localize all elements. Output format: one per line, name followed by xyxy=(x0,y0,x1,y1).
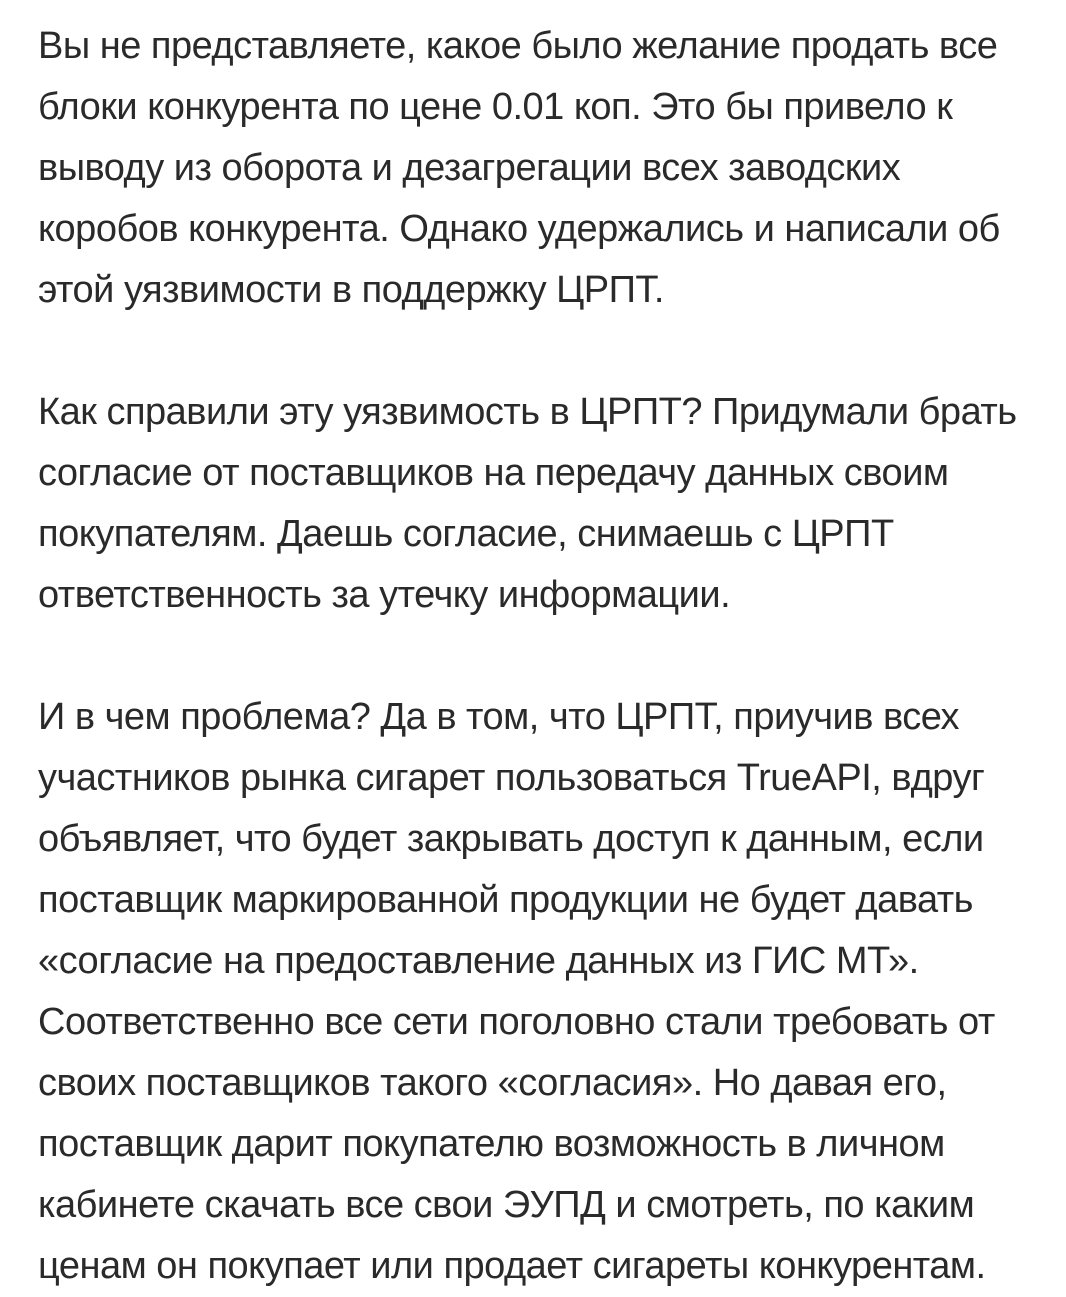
text-line: коробов конкурента. Однако удержались и написали об xyxy=(38,208,1000,250)
text-line: Как справили эту уязвимость в ЦРПТ? Придумали брать xyxy=(38,391,1017,433)
text-line: кабинете скачать все свои ЭУПД и смотреть, по каким xyxy=(38,1184,975,1226)
paragraph-fix xyxy=(38,382,1048,626)
text-line: И в чем проблема? Да в том, что ЦРПТ, приучив всех xyxy=(38,696,960,738)
text-line: выводу из оборота и дезагрегации всех заводских xyxy=(38,147,901,189)
text-line: Вы не представляете, какое было желание продать все xyxy=(38,25,998,67)
text-line: объявляет, что будет закрывать доступ к данным, если xyxy=(38,818,984,860)
text-line: участников рынка сигарет пользоваться TrueAPI, вдруг xyxy=(38,757,985,799)
text-line: «согласие на предоставление данных из ГИС МТ». xyxy=(38,940,919,982)
text-line: ценам он покупает или продает сигареты конкурентам. xyxy=(38,1245,986,1287)
text-line: поставщик маркированной продукции не будет давать xyxy=(38,879,973,921)
text-line: согласие от поставщиков на передачу данных своим xyxy=(38,452,949,494)
text-line: Соответственно все сети поголовно стали требовать от xyxy=(38,1001,995,1043)
text-line: покупателям. Даешь согласие, снимаешь с ЦРПТ xyxy=(38,513,894,555)
paragraph-vulnerability xyxy=(38,16,1048,321)
text-line: этой уязвимости в поддержку ЦРПТ. xyxy=(38,269,664,311)
article-text xyxy=(38,16,1048,1297)
paragraph-problem xyxy=(38,687,1048,1297)
text-line: ответственность за утечку информации. xyxy=(38,574,731,616)
text-line: своих поставщиков такого «согласия». Но давая его, xyxy=(38,1062,947,1104)
text-line: блоки конкурента по цене 0.01 коп. Это бы привело к xyxy=(38,86,953,128)
text-line: поставщик дарит покупателю возможность в личном xyxy=(38,1123,945,1165)
